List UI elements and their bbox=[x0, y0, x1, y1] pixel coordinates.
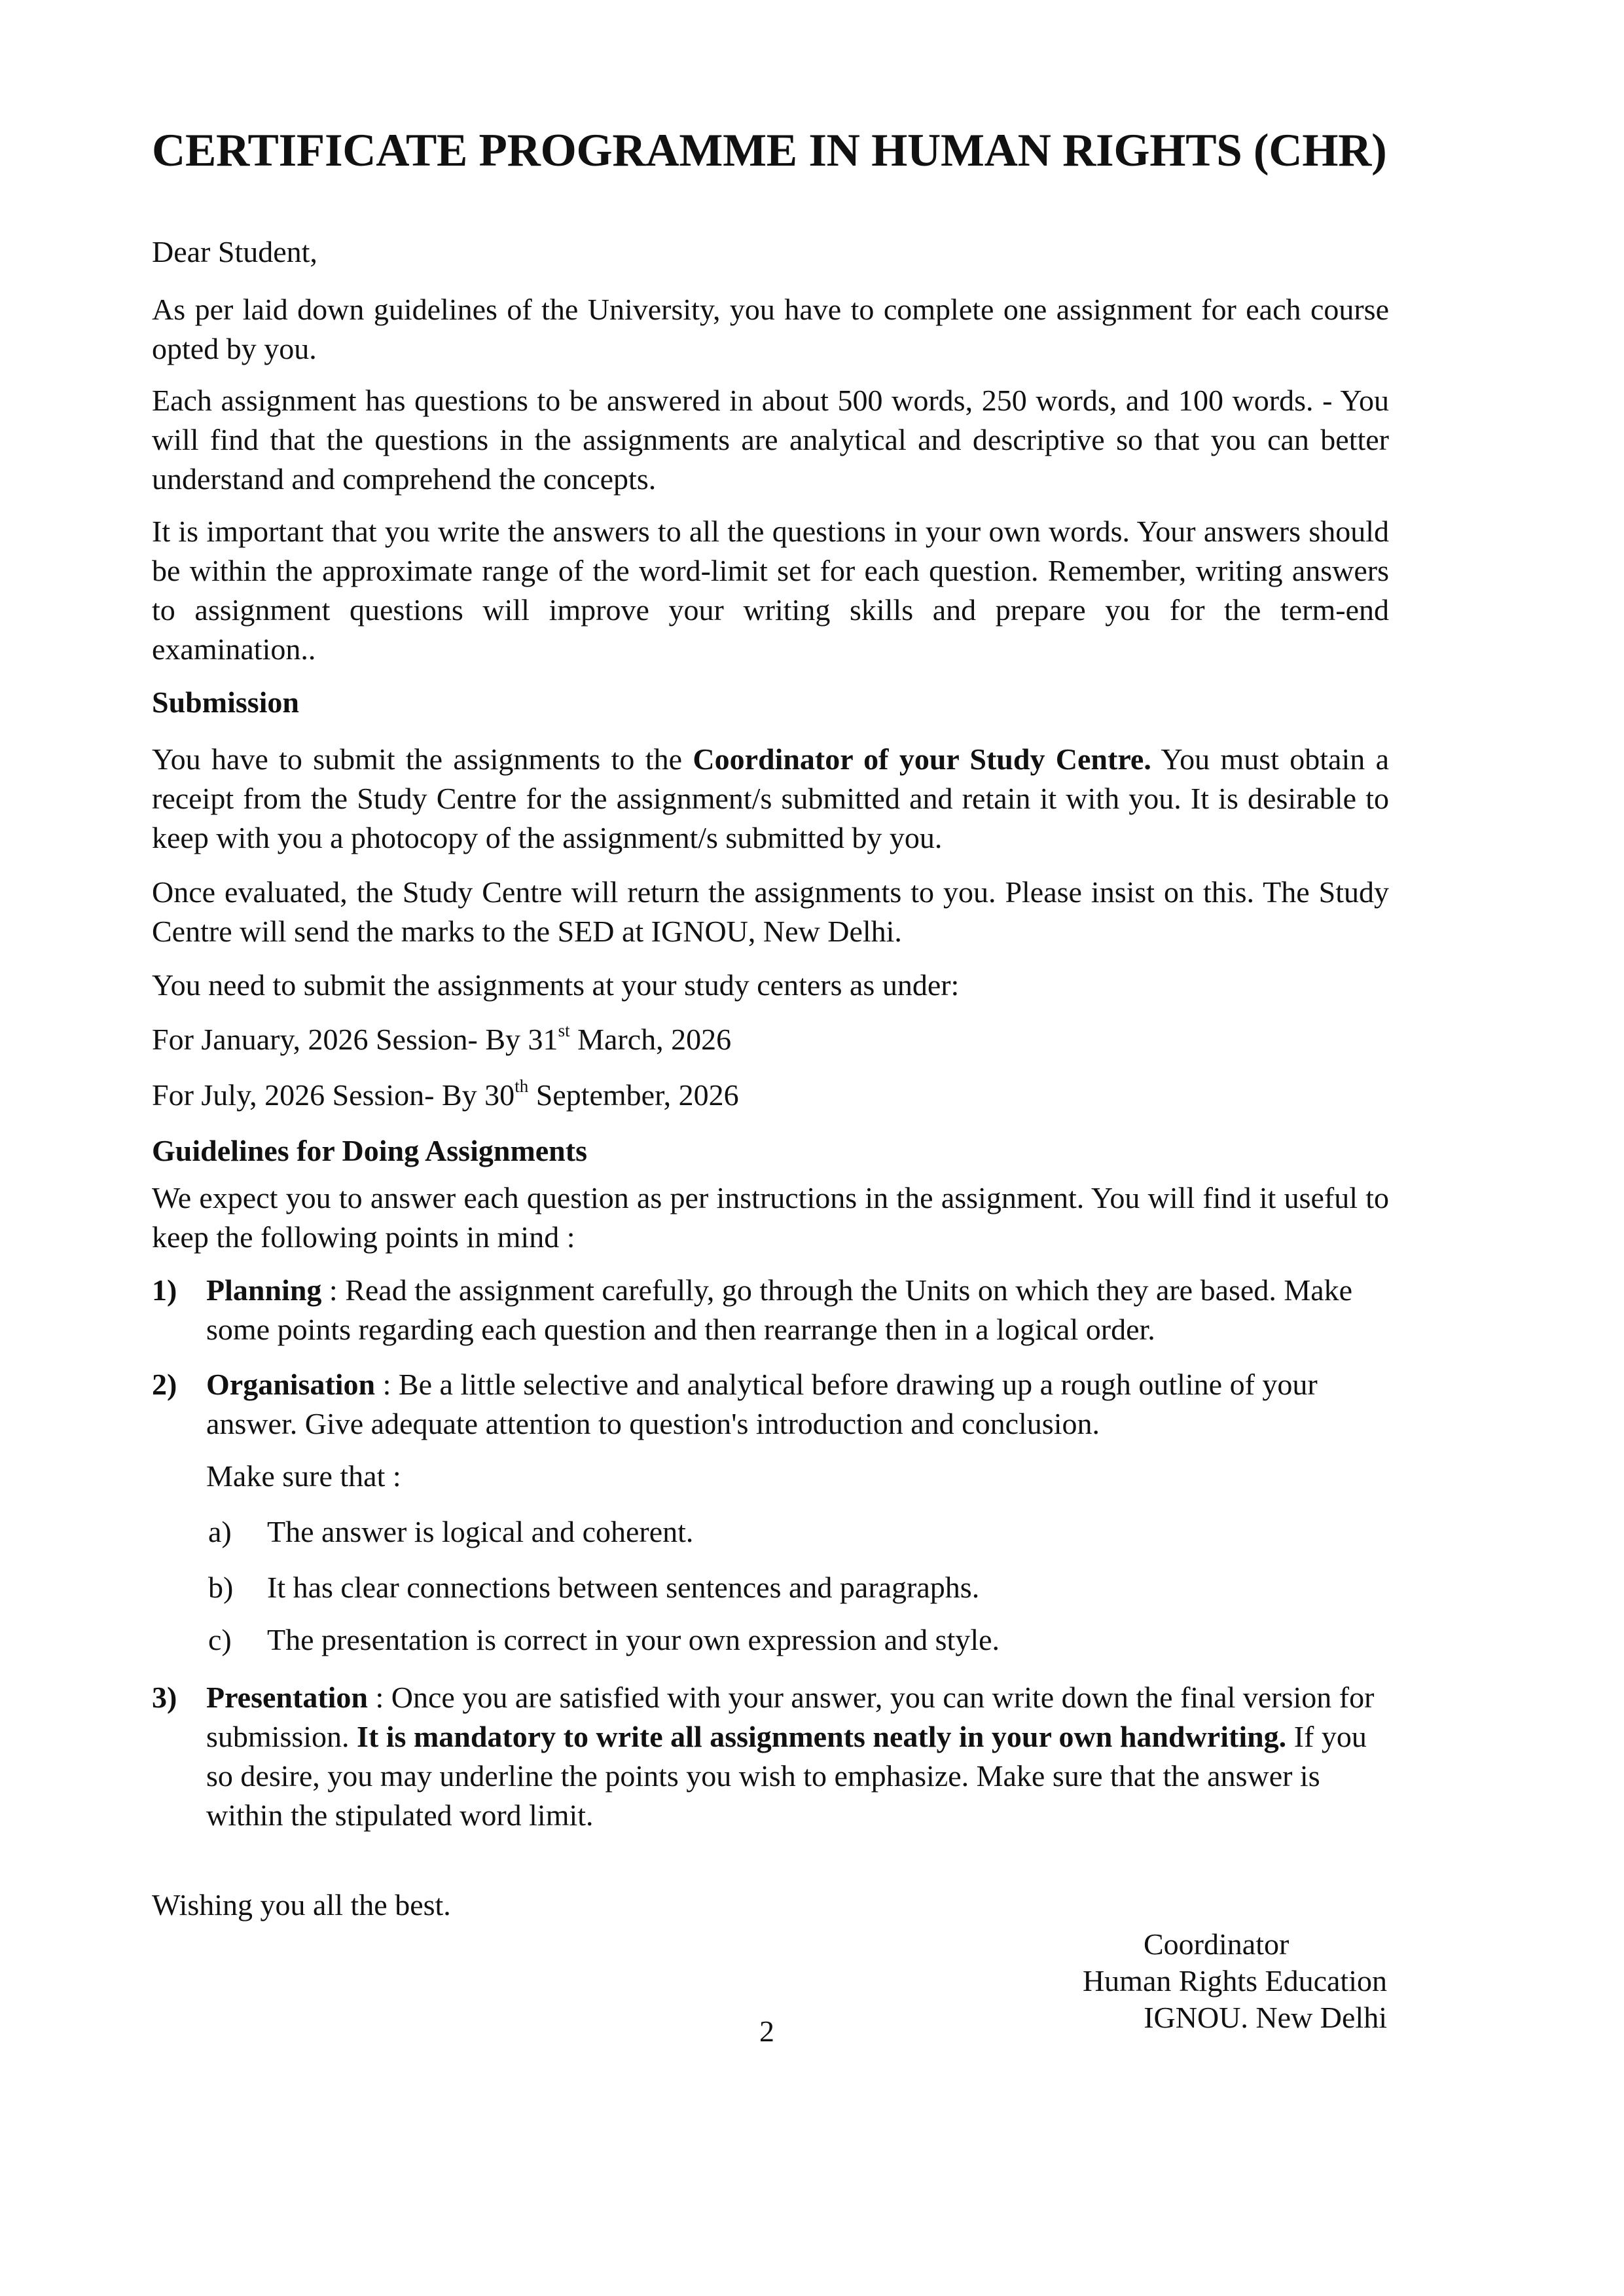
coordinator-emphasis: Coordinator of your Study Centre. bbox=[693, 742, 1151, 776]
signature-institution: IGNOU. New Delhi bbox=[1144, 2001, 1387, 2034]
submission-paragraph-3: You need to submit the assignments at your study centers as under: bbox=[152, 968, 960, 1002]
sub-item-a: The answer is logical and coherent. bbox=[267, 1515, 694, 1548]
signature-title: Coordinator bbox=[1144, 1927, 1290, 1961]
organisation-item: Organisation : Be a little selective and analytical before drawing up a rough outline of your answer. Give adequate attention to question's introduction and conclusion. bbox=[206, 1368, 1318, 1440]
submission-paragraph-1: You have to submit the assignments to the Coordinator of your Study Centre. You must obtain a receipt from the Study Centre for the assignment/s submitted and retain it with you. It is desirable to keep with you a photocopy of the assignment/s submitted by you. bbox=[152, 742, 1390, 854]
intro-paragraph-1: As per laid down guidelines of the University, you have to complete one assignment for each course opted by you. bbox=[152, 293, 1389, 365]
january-deadline: For January, 2026 Session- By 31st March, 2026 bbox=[152, 1020, 732, 1056]
submission-paragraph-2: Once evaluated, the Study Centre will return the assignments to you. Please insist on this. The Study Centre will send the marks to the SED at IGNOU, New Delhi. bbox=[152, 875, 1389, 948]
closing-line: Wishing you all the best. bbox=[152, 1888, 451, 1922]
guidelines-intro: We expect you to answer each question as per instructions in the assignment. You will find it useful to keep the following points in mind : bbox=[152, 1181, 1389, 1254]
sub-item-b: It has clear connections between sentences and paragraphs. bbox=[267, 1571, 980, 1604]
presentation-item: Presentation : Once you are satisfied with your answer, you can write down the final version for submission. It is mandatory to write all assignments neatly in your own handwriting. If you so desire, you may underline the points you wish to emphasize. Make sure that the answer is within the stipulated word limit. bbox=[206, 1681, 1375, 1832]
item-number-2: 2) bbox=[152, 1368, 177, 1401]
handwriting-emphasis: It is mandatory to write all assignments neatly in your own handwriting. bbox=[357, 1720, 1287, 1753]
submission-heading: Submission bbox=[152, 685, 300, 719]
sub-item-c-letter: c) bbox=[208, 1623, 232, 1656]
july-deadline: For July, 2026 Session- By 30th September, 2026 bbox=[152, 1076, 739, 1112]
item-number-3: 3) bbox=[152, 1681, 177, 1714]
item-number-1: 1) bbox=[152, 1273, 177, 1307]
intro-paragraph-2: Each assignment has questions to be answered in about 500 words, 250 words, and 100 words. - You will find that the questions in the assignments are analytical and descriptive so that you can better understand and comprehend the concepts. bbox=[152, 384, 1389, 496]
sub-item-b-letter: b) bbox=[208, 1571, 234, 1604]
salutation: Dear Student, bbox=[152, 235, 317, 268]
planning-item: Planning : Read the assignment carefully, go through the Units on which they are based. Make some points regarding each question and then rearrange then in a logical order. bbox=[206, 1273, 1353, 1346]
signature-department: Human Rights Education bbox=[1082, 1964, 1387, 1997]
guidelines-heading: Guidelines for Doing Assignments bbox=[152, 1134, 587, 1167]
page-title: CERTIFICATE PROGRAMME IN HUMAN RIGHTS (CHR) bbox=[152, 125, 1387, 176]
make-sure-label: Make sure that : bbox=[206, 1459, 401, 1493]
page-number: 2 bbox=[759, 2014, 774, 2048]
intro-paragraph-3: It is important that you write the answers to all the questions in your own words. Your answers should be within the approximate range of the word-limit set for each question. Remember, writing answers to assignment questions will improve your writing skills and prepare you for the term-end examination.. bbox=[152, 515, 1389, 666]
sub-item-c: The presentation is correct in your own expression and style. bbox=[267, 1623, 1000, 1656]
sub-item-a-letter: a) bbox=[208, 1515, 232, 1548]
